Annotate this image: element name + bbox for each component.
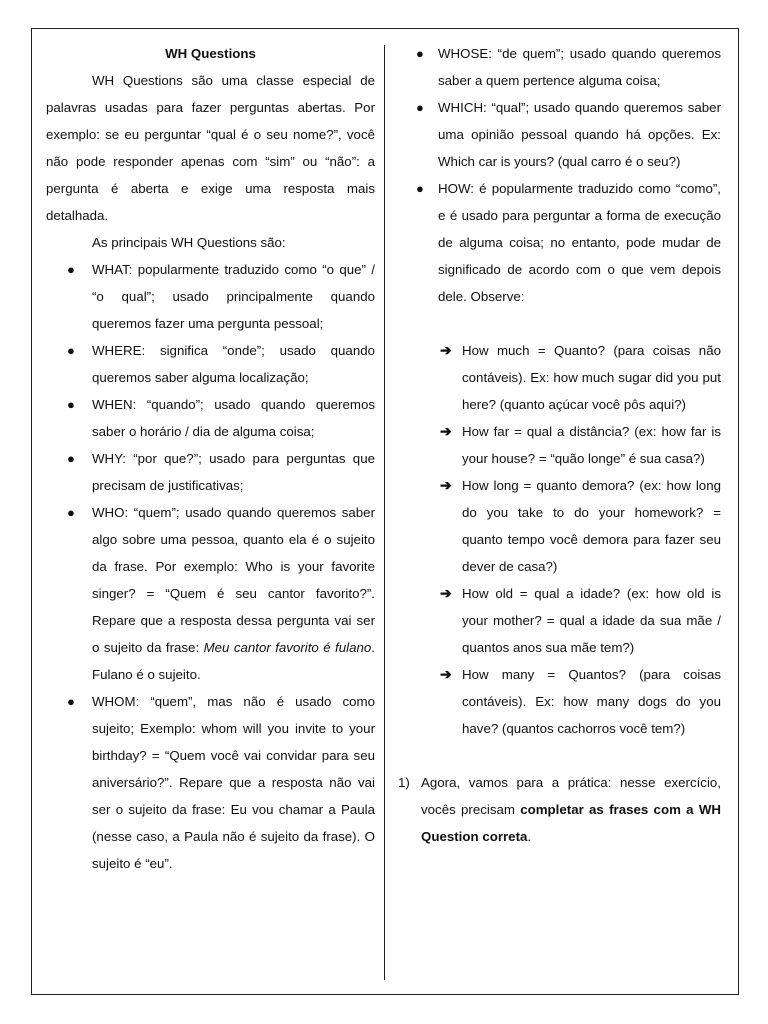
list-item-how: ● HOW: é popularmente traduzido como “como”, e é usado para perguntar a forma de execução de alguma coisa; no entanto, pode mudar de significado de acordo com o que vem depois dele. Observe:: [396, 175, 721, 310]
column-divider: [384, 45, 385, 980]
list-intro: As principais WH Questions são:: [92, 235, 286, 250]
exercise-number: 1): [398, 775, 410, 790]
list-item-which: ● WHICH: “qual”; usado quando queremos saber uma opinião pessoal quando há opções. Ex: Which car is yours? (qual carro é o seu?): [396, 94, 721, 175]
intro-paragraph: WH Questions são uma classe especial de palavras usadas para fazer perguntas abertas. Por exemplo: se eu perguntar “qual é o seu nome?”, você não pode responder apenas com “sim” ou “não”: a pergunta é aberta e exige uma resposta mais detalhada.: [46, 73, 375, 223]
bullet-icon: ●: [416, 46, 424, 61]
bullet-icon: ●: [67, 694, 75, 709]
bullet-icon: ●: [67, 343, 75, 358]
wh-list-right: [396, 40, 721, 310]
bullet-icon: ●: [416, 100, 424, 115]
list-item-where: ● WHERE: significa “onde”; usado quando queremos saber alguma localização;: [46, 337, 375, 391]
how-item-much: ➔ How much = Quanto? (para coisas não contáveis). Ex: how much sugar did you put here? (quanto açúcar você pôs aqui?): [396, 337, 721, 418]
bullet-icon: ●: [67, 262, 75, 277]
exercise-instruction: 1) Agora, vamos para a prática: nesse exercício, vocês precisam completar as frases com a WH Question correta.: [396, 769, 721, 850]
list-item-when: ● WHEN: “quando”; usado quando queremos saber o horário / dia de alguma coisa;: [46, 391, 375, 445]
how-item-many: ➔ How many = Quantos? (para coisas contáveis). Ex: how many dogs do you have? (quantos cachorros você tem?): [396, 661, 721, 742]
list-item-why: ● WHY: “por que?”; usado para perguntas que precisam de justificativas;: [46, 445, 375, 499]
page-title: WH Questions: [165, 46, 256, 61]
exercise-bold-instruction: completar as frases com a WH Question correta: [421, 802, 721, 844]
how-item-long: ➔ How long = quanto demora? (ex: how long do you take to do your homework? = quanto tempo você demora para fazer seu dever de casa?): [396, 472, 721, 580]
how-variants-list: [396, 337, 721, 742]
right-column: [396, 40, 721, 850]
how-item-far: ➔ How far = qual a distância? (ex: how far is your house? = “quão longe” é sua casa?): [396, 418, 721, 472]
arrow-right-icon: ➔: [440, 477, 452, 493]
arrow-right-icon: ➔: [440, 423, 452, 439]
list-item-whose: ● WHOSE: “de quem”; usado quando queremos saber a quem pertence alguma coisa;: [396, 40, 721, 94]
bullet-icon: ●: [67, 451, 75, 466]
arrow-right-icon: ➔: [440, 666, 452, 682]
bullet-icon: ●: [67, 505, 75, 520]
list-item-who: ● WHO: “quem”; usado quando queremos saber algo sobre uma pessoa, quanto ela é o sujeito da frase. Por exemplo: Who is your favorite singer? = “Quem é seu cantor favorito?”. Repare que a resposta dessa pergunta vai ser o sujeito da frase: Meu cantor favorito é fulano. Fulano é o sujeito.: [46, 499, 375, 688]
list-item-what: ● WHAT: popularmente traduzido como “o que” / “o qual”; usado principalmente quando queremos fazer uma pergunta pessoal;: [46, 256, 375, 337]
wh-list-left: [46, 256, 375, 877]
arrow-right-icon: ➔: [440, 342, 452, 358]
who-example-italic: Meu cantor favorito é fulano: [203, 640, 372, 655]
list-item-whom: ● WHOM: “quem”, mas não é usado como sujeito; Exemplo: whom will you invite to your birthday? = “Quem você vai convidar para seu aniversário?”. Repare que a resposta não vai ser o sujeito da frase: Eu vou chamar a Paula (nesse caso, a Paula não é sujeito da frase). O sujeito é “eu”.: [46, 688, 375, 877]
how-item-old: ➔ How old = qual a idade? (ex: how old is your mother? = qual a idade da sua mãe / quantos anos sua mãe tem?): [396, 580, 721, 661]
bullet-icon: ●: [416, 181, 424, 196]
arrow-right-icon: ➔: [440, 585, 452, 601]
left-column: [46, 40, 375, 877]
bullet-icon: ●: [67, 397, 75, 412]
